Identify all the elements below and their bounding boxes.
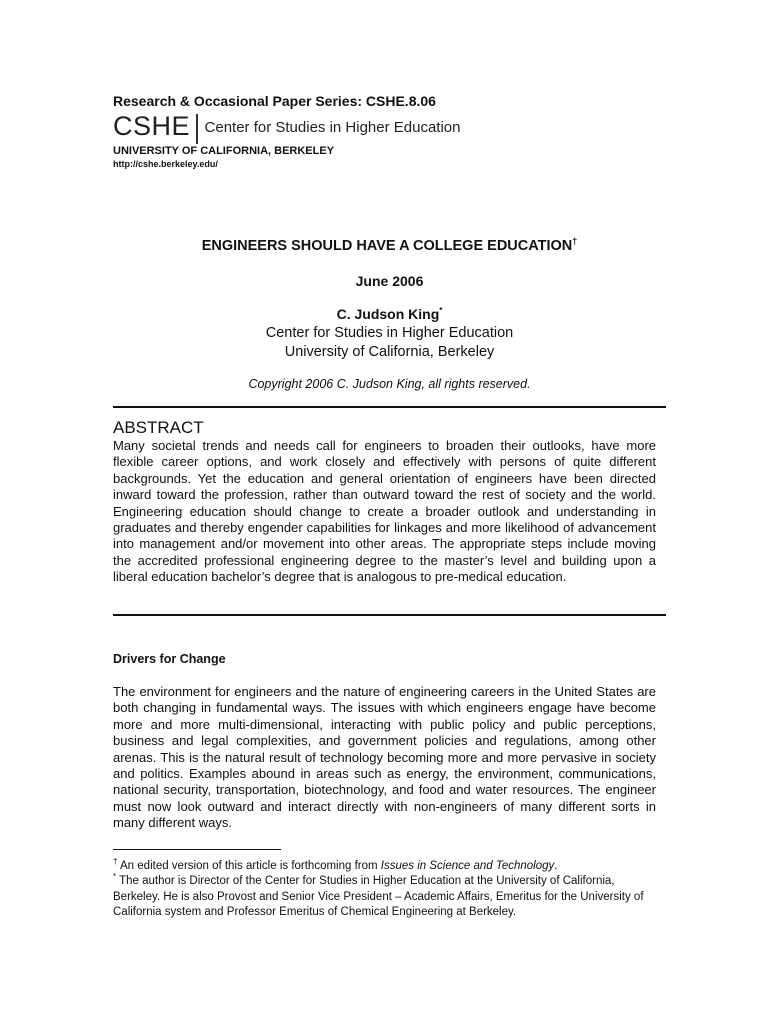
- logo-mark: CSHE: [113, 111, 191, 141]
- author-text: C. Judson King: [336, 306, 440, 322]
- author-name: [113, 306, 666, 322]
- footnote-1-end: .: [554, 860, 558, 872]
- author-affiliation-1: Center for Studies in Higher Education: [265, 325, 514, 341]
- author-affiliation-2: University of California, Berkeley: [284, 344, 495, 360]
- title-footnote-mark: †: [572, 236, 578, 246]
- author-footnote-mark: *: [439, 306, 443, 315]
- logo-divider: [196, 114, 198, 144]
- website-url: http://cshe.berkeley.edu/: [113, 159, 218, 169]
- footnote-2: [113, 869, 658, 921]
- copyright-notice: Copyright 2006 C. Judson King, all rights reserved.: [248, 377, 531, 391]
- footnote-1-text: An edited version of this article is forthcoming from: [117, 860, 381, 872]
- abstract-text: Many societal trends and needs call for engineers to broaden their outlooks, have more flexible career options, and work closely and effectively with persons of quite different backgrounds. Yet the education and general orientation of engineers have been directed inward toward the profession, rather than outward toward the rest of society and the world. Engineering education should change to create a broader outlook and understanding in graduates and thereby engender capabilities for linkages and more likelihood of advancement into management and/or movement into other areas. The appropriate steps include moving the accredited professional engineering degree to the master’s level and building upon a liberal education bachelor’s degree that is analogous to pre-medical education.: [113, 438, 656, 585]
- paper-title: [113, 236, 666, 254]
- section-heading: Drivers for Change: [113, 652, 226, 666]
- title-text: ENGINEERS SHOULD HAVE A COLLEGE EDUCATION: [201, 238, 573, 254]
- series-label: Research & Occasional Paper Series: CSHE.8.06: [113, 93, 436, 109]
- footnote-1-journal: Issues in Science and Technology: [380, 860, 555, 872]
- abstract-bottom-rule: [113, 614, 666, 616]
- abstract-heading: ABSTRACT: [113, 418, 204, 437]
- logo-text: Center for Studies in Higher Education: [204, 119, 461, 136]
- abstract-top-rule: [113, 406, 666, 408]
- publication-date: June 2006: [355, 273, 424, 289]
- university-name: UNIVERSITY OF CALIFORNIA, BERKELEY: [113, 145, 335, 157]
- footnote-separator: [113, 849, 281, 850]
- footnote-2-mark: *: [113, 872, 117, 881]
- section-paragraph: The environment for engineers and the nature of engineering careers in the United States are both changing in fundamental ways. The issues with which engineers engage have become more and more multi-dimensional, interacting with public policy and public perceptions, business and legal complexities, and government policies and regulations, among other arenas. This is the natural result of technology becoming more and more pervasive in society and politics. Examples abound in areas such as energy, the environment, communications, national security, transportation, biotechnology, and food and water resources. The engineer must now look outward and interact directly with non-engineers of many different sorts in many different ways.: [113, 684, 656, 831]
- footnote-2-text: The author is Director of the Center for Studies in Higher Education at the University of California, Berkeley. He is also Provost and Senior Vice President – Academic Affairs, Emeritus for the University of California system and Professor Emeritus of Chemical Engineering at Berkeley.: [113, 875, 644, 918]
- cshe-logo: [113, 113, 461, 144]
- footnote-1-mark: †: [113, 857, 118, 866]
